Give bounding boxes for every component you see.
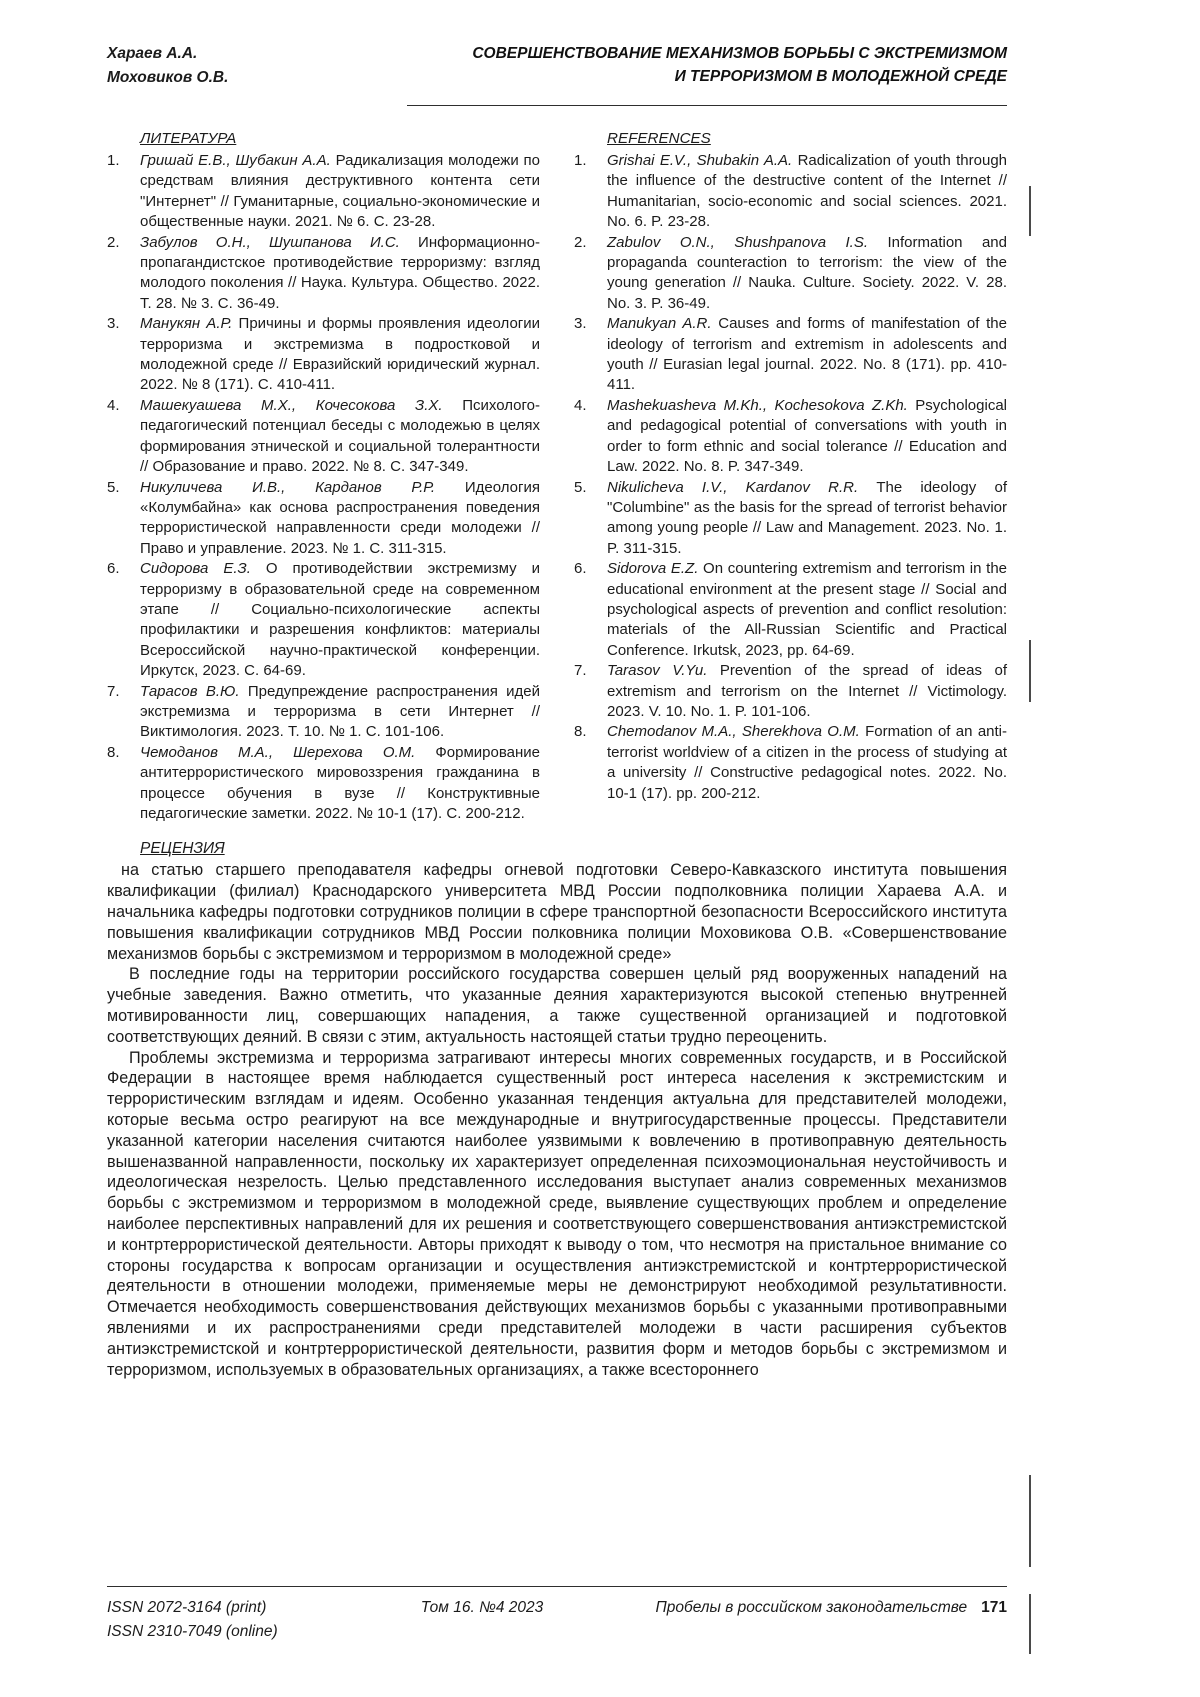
page-footer	[107, 1586, 1007, 1644]
references-list	[574, 151, 1007, 804]
reference-text: Причины и формы проявления идеологии терроризма и экстремизма в подростковой и молодежной среде // Евразийский юридический журнал. 2022. № 8 (171). С. 410-411.	[140, 315, 541, 394]
margin-mark	[1029, 186, 1031, 236]
margin-mark	[1029, 640, 1031, 702]
references-heading: REFERENCES	[607, 130, 711, 147]
reference-text: Идеология «Колумбайна» как основа распространения поведения террористической направленности среди молодежи // Право и управление. 2023. № 1. С. 311-315.	[140, 478, 540, 557]
reference-text: Формирование антитеррористического мировоззрения гражданина в процессе обучения в вузе // Конструктивные педагогические заметки. 2022. № 10-1 (17). С. 200-212.	[140, 743, 540, 822]
review-body	[107, 860, 1007, 1380]
reference-authors: Сидорова Е.З.	[140, 560, 266, 578]
reference-number: 2.	[574, 233, 587, 251]
issn-print: ISSN 2072-3164 (print)	[107, 1599, 267, 1616]
reference-text: On countering extremism and terrorism in the educational environment at the present stage // Social and psychological aspects of prevention and conflict resolution: materials of the All-Russian Scientific and Practical Conference. Irkutsk, 2023, pp. 64-69.	[607, 560, 1007, 659]
reference-number: 4.	[574, 396, 587, 414]
reference-authors: Tarasov V.Yu.	[607, 662, 720, 680]
reference-item	[574, 559, 1007, 661]
reference-authors: Машекуашева М.Х., Кочесокова З.Х.	[140, 396, 463, 414]
reference-item	[574, 314, 1007, 396]
reference-text: Information and propaganda counteraction to terrorism: the view of the young generation // Nauka. Culture. Society. 2022. V. 28. No. 3. P. 36-49.	[607, 233, 1007, 312]
references-section	[574, 130, 1007, 824]
reference-authors: Sidorova E.Z.	[607, 560, 704, 578]
reference-authors: Чемоданов М.А., Шерехова О.М.	[140, 743, 436, 761]
reference-text: Психолого-педагогический потенциал беседы с молодежью в целях формирования этнической и социальной толерантности // Образование и право. 2022. № 8. С. 347-349.	[140, 396, 540, 476]
reference-columns	[107, 130, 1007, 824]
margin-mark	[1029, 1594, 1031, 1654]
reference-item	[574, 661, 1007, 722]
review-paragraph: Проблемы экстремизма и терроризма затрагивают интересы многих современных государств, и в Российской Федерации в настоящее время наблюдается существенный рост интереса населения к экстремистским и террористическим взглядам и идеям. Особенно указанная тенденция актуальна для представителей молодежи, которые весьма остро реагируют на все международные и внутригосударственные процессы. Представители указанной категории населения считаются наиболее уязвимыми к вовлечению в противоправную деятельность вышеназванной направленности, поскольку их характеризует определенная психоэмоциональная неустойчивость и идеологическая незрелость. Целью представленного исследования выступает анализ современных механизмов борьбы с экстремизмом и терроризмом в молодежной среде, выявление существующих проблем и определение наиболее перспективных направлений для их решения и соответствующего совершенствования антиэкстремистской и контртеррористической деятельности. Авторы приходят к выводу о том, что несмотря на пристальное внимание со стороны государства к вопросам организации и осуществления антиэкстремистской и контртеррористической деятельности в отношении молодежи, применяемые меры не демонстрируют необходимой результативности. Отмечается необходимость совершенствования действующих механизмов борьбы с указанными противоправными явлениями и их распространениями среди представителей молодежи в части расширения субъектов антиэкстремистской и контртеррористической деятельности, развития форм и методов борьбы с экстремизмом и терроризмом, используемых в образовательных организациях, а также всестороннего	[107, 1048, 1007, 1379]
page-header	[107, 42, 1007, 90]
reference-number: 2.	[107, 233, 120, 251]
reference-item	[107, 559, 540, 681]
reference-text: Formation of an anti-terrorist worldview of a citizen in the process of studying at a university // Constructive pedagogical notes. 2022. No. 10-1 (17). pp. 200-212.	[607, 723, 1007, 802]
paper-title	[472, 42, 1007, 88]
author-2: Моховиков О.В.	[107, 69, 229, 86]
author-block	[107, 42, 228, 90]
reference-item	[574, 151, 1007, 233]
reference-item	[574, 233, 1007, 315]
page-content	[107, 42, 1007, 1380]
reference-number: 7.	[107, 682, 120, 700]
issn-online: ISSN 2310-7049 (online)	[107, 1623, 278, 1640]
reference-text: О противодействии экстремизму и терроризму в образовательной среде на современном этапе // Социально-психологические аспекты профилактики и разрешения конфликтов: материалы Всероссийской научно-практической конференции. Иркутск, 2023. С. 64-69.	[140, 560, 540, 680]
reference-authors: Nikulicheva I.V., Kardanov R.R.	[607, 478, 877, 496]
reference-number: 3.	[574, 315, 587, 333]
reference-authors: Манукян А.Р.	[140, 315, 239, 333]
reference-authors: Mashekuasheva M.Kh., Kochesokova Z.Kh.	[607, 396, 916, 414]
reference-item	[107, 151, 540, 233]
reference-text: Prevention of the spread of ideas of extremism and terrorism on the Internet // Victimology. 2023. V. 10. No. 1. P. 101-106.	[607, 662, 1007, 720]
literature-section	[107, 130, 540, 824]
reference-number: 1.	[574, 152, 587, 169]
volume-info: Том 16. №4 2023	[420, 1599, 544, 1616]
reference-text: Psychological and pedagogical potential of conversations with youth in order to form ethnic and social tolerance // Education and Law. 2022. No. 8. P. 347-349.	[607, 396, 1007, 476]
journal-info	[602, 1596, 1007, 1620]
author-1: Хараев А.А.	[107, 45, 198, 62]
reference-authors: Забулов О.Н., Шушпанова И.С.	[140, 233, 419, 251]
review-section	[107, 840, 1007, 1380]
reference-number: 3.	[107, 315, 120, 333]
reference-number: 4.	[107, 396, 120, 414]
reference-authors: Grishai E.V., Shubakin A.A.	[607, 152, 798, 169]
header-divider	[407, 105, 1007, 106]
reference-item	[107, 478, 540, 560]
issn-block	[107, 1596, 362, 1644]
reference-text: Causes and forms of manifestation of the ideology of terrorism and extremism in adolescents and youth // Eurasian legal journal. 2022. No. 8 (171). pp. 410-411.	[607, 315, 1007, 394]
reference-item	[574, 478, 1007, 560]
reference-authors: Chemodanov M.A., Sherekhova O.M.	[607, 723, 866, 741]
reference-item	[107, 743, 540, 825]
journal-title: Пробелы в российском законодательстве	[655, 1599, 968, 1616]
reference-authors: Тарасов В.Ю.	[140, 682, 248, 700]
reference-number: 8.	[107, 743, 120, 761]
reference-text: Предупреждение распространения идей экстремизма и терроризма в сети Интернет // Виктимология. 2023. Т. 10. № 1. С. 101-106.	[140, 682, 541, 741]
reference-authors: Zabulov O.N., Shushpanova I.S.	[607, 233, 888, 251]
margin-mark	[1029, 1475, 1031, 1567]
review-paragraph: на статью старшего преподавателя кафедры огневой подготовки Северо-Кавказского института повышения квалификации (филиал) Краснодарского университета МВД России подполковника полиции Хараева А.А. и начальника кафедры подготовки сотрудников полиции в сфере транспортной безопасности Всероссийского института повышения квалификации сотрудников МВД России полковника полиции Моховикова О.В. «Совершенствование механизмов борьбы с экстремизмом и терроризмом в молодежной среде»	[107, 861, 1007, 963]
literature-heading: ЛИТЕРАТУРА	[140, 130, 237, 147]
reference-authors: Никуличева И.В., Карданов Р.Р.	[140, 478, 465, 496]
paper-title-line-2: И ТЕРРОРИЗМОМ В МОЛОДЕЖНОЙ СРЕДЕ	[674, 68, 1007, 85]
reference-number: 5.	[574, 478, 587, 496]
reference-text: Информационно-пропагандистское противодействие терроризму: взгляд молодого поколения // Наука. Культура. Общество. 2022. Т. 28. № 3. С. 36-49.	[140, 233, 540, 312]
reference-item	[107, 682, 540, 743]
reference-authors: Гришай Е.В., Шубакин А.А.	[140, 152, 336, 169]
reference-item	[107, 396, 540, 478]
reference-number: 7.	[574, 662, 587, 680]
literature-list	[107, 151, 540, 824]
reference-text: Радикализация молодежи по средствам влияния деструктивного контента сети "Интернет" // Гуманитарные, социально-экономические и общественные науки. 2021. № 6. С. 23-28.	[140, 152, 540, 231]
reference-number: 6.	[107, 560, 120, 578]
reference-item	[107, 233, 540, 315]
page-number: 171	[981, 1599, 1007, 1616]
reference-number: 5.	[107, 478, 120, 496]
reference-text: The ideology of "Columbine" as the basis for the spread of terrorist behavior among young people // Law and Management. 2023. No. 1. P. 311-315.	[607, 478, 1007, 557]
paper-title-line-1: СОВЕРШЕНСТВОВАНИЕ МЕХАНИЗМОВ БОРЬБЫ С ЭКСТРЕМИЗМОМ	[472, 45, 1007, 62]
reference-number: 8.	[574, 723, 587, 741]
reference-number: 6.	[574, 560, 587, 578]
review-paragraph: В последние годы на территории российского государства совершен целый ряд вооруженных нападений на учебные заведения. Важно отметить, что указанные деяния характеризуются высокой степенью внутренней мотивированности лиц, совершающих нападения, а также существенной организацией и подготовкой соответствующих деяний. В связи с этим, актуальность настоящей статьи трудно переоценить.	[107, 965, 1007, 1046]
reference-authors: Manukyan A.R.	[607, 315, 719, 333]
reference-item	[574, 396, 1007, 478]
reference-item	[574, 722, 1007, 804]
reference-item	[107, 314, 540, 396]
reference-number: 1.	[107, 152, 120, 169]
reference-text: Radicalization of youth through the influence of the destructive content of the Internet // Humanitarian, socio-economic and social sciences. 2021. No. 6. P. 23-28.	[607, 152, 1008, 231]
review-heading: РЕЦЕНЗИЯ	[140, 840, 225, 858]
